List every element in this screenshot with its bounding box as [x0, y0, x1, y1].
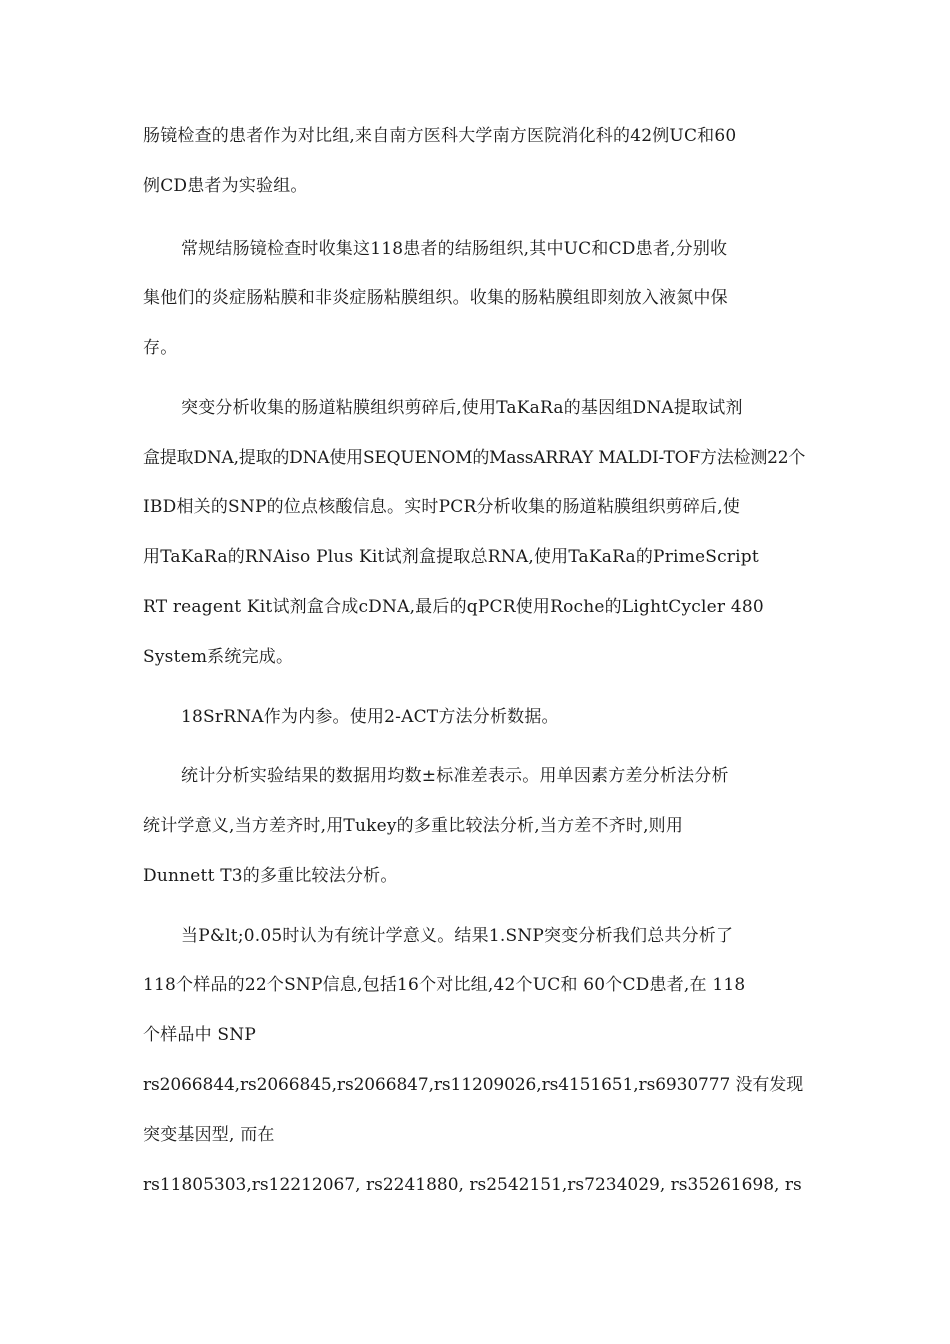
- paragraph-first-line: 18SrRNA作为内参。使用2-ACT方法分析数据。: [181, 707, 559, 727]
- text-line: 肠镜检查的患者作为对比组,来自南方医科大学南方医院消化科的42例UC和60: [143, 126, 737, 146]
- text-line: 个样品中 SNP: [143, 1025, 256, 1045]
- text-line: System系统完成。: [143, 647, 294, 667]
- text-line: 统计学意义,当方差齐时,用Tukey的多重比较法分析,当方差不齐时,则用: [143, 816, 684, 836]
- text-line: Dunnett T3的多重比较法分析。: [143, 866, 398, 886]
- paragraph-first-line: 突变分析收集的肠道粘膜组织剪碎后,使用TaKaRa的基因组DNA提取试剂: [181, 398, 743, 418]
- paragraph-first-line: 常规结肠镜检查时收集这118患者的结肠组织,其中UC和CD患者,分别收: [181, 239, 728, 259]
- text-line: 集他们的炎症肠粘膜和非炎症肠粘膜组织。收集的肠粘膜组即刻放入液氮中保: [143, 288, 728, 308]
- text-line: 存。: [143, 338, 178, 358]
- text-line: 118个样品的22个SNP信息,包括16个对比组,42个UC和 60个CD患者,在 118: [143, 975, 746, 995]
- paragraph-first-line: 当P&lt;0.05时认为有统计学意义。结果1.SNP突变分析我们总共分析了: [181, 926, 734, 946]
- text-line: 盒提取DNA,提取的DNA使用SEQUENOM的MassARRAY MALDI-TOF方法检测22个: [143, 448, 806, 468]
- text-line: 例CD患者为实验组。: [143, 176, 308, 196]
- paragraph-first-line: 统计分析实验结果的数据用均数±标准差表示。用单因素方差分析法分析: [181, 766, 729, 786]
- text-line: rs11805303,rs12212067, rs2241880, rs2542151,rs7234029, rs35261698, rs: [143, 1175, 802, 1195]
- text-line: RT reagent Kit试剂盒合成cDNA,最后的qPCR使用Roche的LightCycler 480: [143, 597, 764, 617]
- text-line: rs2066844,rs2066845,rs2066847,rs11209026,rs4151651,rs6930777 没有发现: [143, 1075, 804, 1095]
- text-line: 用TaKaRa的RNAiso Plus Kit试剂盒提取总RNA,使用TaKaRa的PrimeScript: [143, 547, 759, 567]
- text-line: 突变基因型, 而在: [143, 1125, 275, 1145]
- text-line: IBD相关的SNP的位点核酸信息。实时PCR分析收集的肠道粘膜组织剪碎后,使: [143, 497, 741, 517]
